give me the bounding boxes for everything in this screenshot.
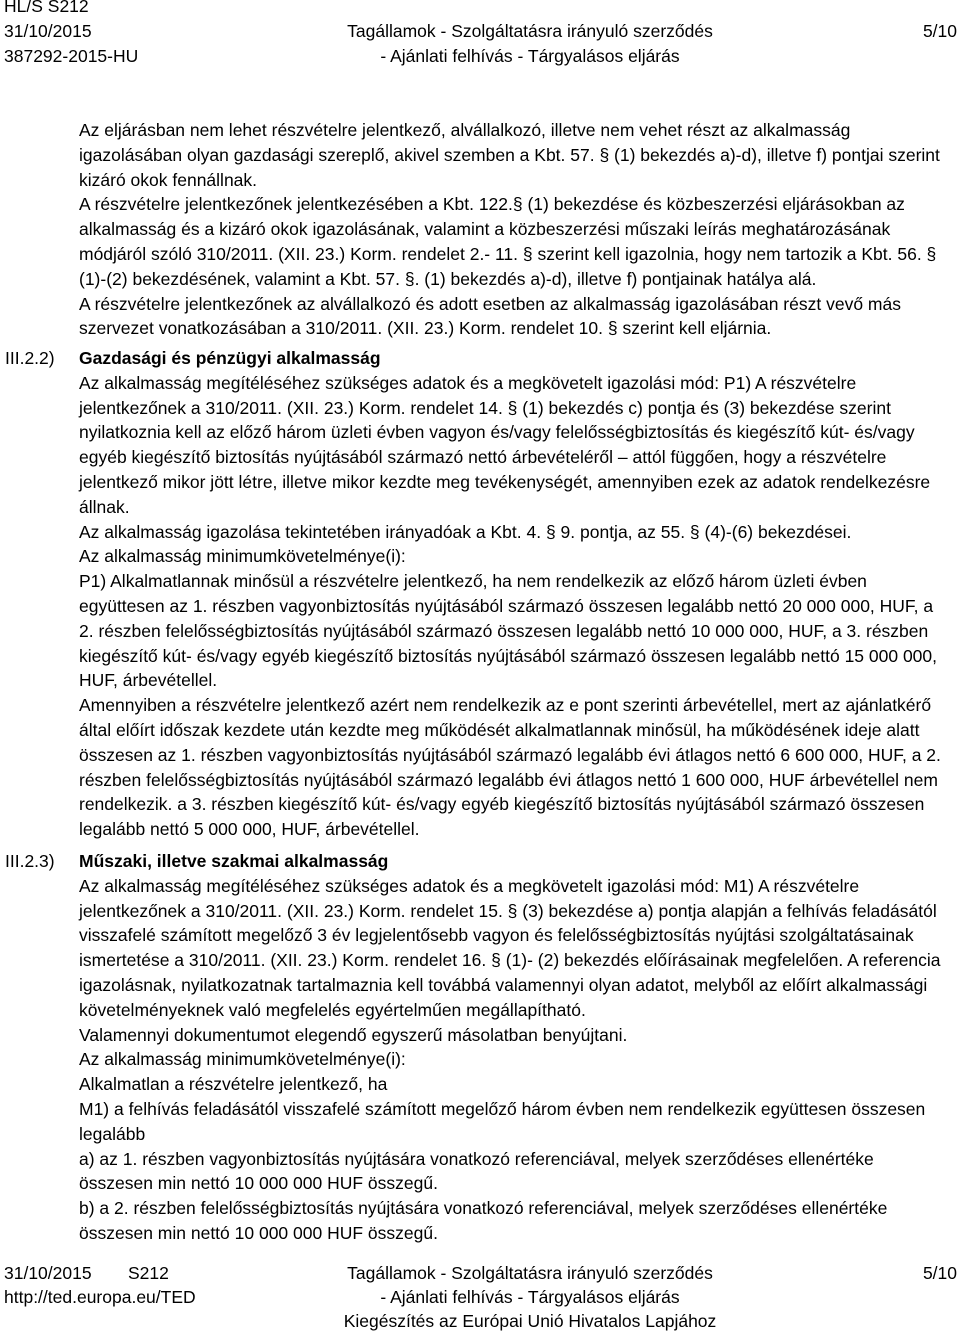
text-line: Alkalmatlan a részvételre jelentkező, ha <box>79 1074 388 1095</box>
text-line: kizáró okok fennállnak. <box>79 169 258 190</box>
text-line: összesen min nettó 10 000 000 HUF összegű. <box>79 1222 438 1243</box>
page-number: 5/10 <box>922 21 957 41</box>
paragraph <box>79 1097 957 1147</box>
section-economic-financial <box>79 346 957 842</box>
header-subtitle: - Ajánlati felhívás - Tárgyalásos eljárás <box>380 46 680 66</box>
text-line: igazolásnak, nyilatkozatnak tartalmaznia kell továbbá valamennyi olyan adatot, melyből az előírt alkalmassági <box>79 974 928 995</box>
text-line: A részvételre jelentkezőnek az alvállalkozó és adott esetben az alkalmasság igazolásában részt vevő más <box>79 293 901 314</box>
text-line: nyilatkoznia kell az előző három üzleti évben vagyon és/vagy felelősségbiztosítás és kiegészítő kút- és/vagy <box>79 422 915 443</box>
section-technical-professional <box>79 849 957 1246</box>
paragraph <box>79 192 957 291</box>
text-line: 2. részben felelősségbiztosítás nyújtásából származó összesen legalább nettó 10 000 000, HUF, a 3. részben <box>79 620 929 641</box>
text-line: P1) Alkalmatlannak minősül a részvételre jelentkező, ha nem rendelkezik az előző három üzleti évben <box>79 571 867 592</box>
text-line: szervezet vonatkozásában a 310/2011. (XII. 23.) Korm. rendelet 10. § szerint kell eljárnia. <box>79 318 772 339</box>
text-line: kiegészítő kút- és/vagy egyéb kiegészítő biztosítás nyújtásából származó összesen legalább nettó 15 000 000, <box>79 645 938 666</box>
footer-title: Tagállamok - Szolgáltatásra irányuló szerződés <box>347 1263 713 1283</box>
text-line: b) a 2. részben felelősségbiztosítás nyújtására vonatkozó referenciával, melyek szerződéses ellenértéke <box>79 1198 888 1219</box>
text-line: (1)-(2) bekezdésének, valamint a Kbt. 57. §. (1) bekezdés a)-d), illetve f) pontjainak hatálya alá. <box>79 268 817 289</box>
text-line: módjáról szóló 310/2011. (XII. 23.) Korm. rendelet 2.- 11. § szerint kell igazolnia, hogy nem tartozik a Kbt. 56. § <box>79 243 937 264</box>
paragraph <box>79 544 957 569</box>
header-center <box>302 19 758 69</box>
paragraph <box>79 693 957 842</box>
text-line: legalább nettó 5 000 000, HUF, árbevétellel. <box>79 819 420 840</box>
footer-subtitle: - Ajánlati felhívás - Tárgyalásos eljárás <box>380 1286 680 1307</box>
footer-page-number: 5/10 <box>922 1263 957 1283</box>
text-line: Az alkalmasság minimumkövetelménye(i): <box>79 546 406 567</box>
text-line: legalább <box>79 1123 146 1144</box>
text-line: visszafelé számított megelőző 3 év legjelentősebb vagyon és felelősségbiztosítás nyújtási szolgáltatásainak <box>79 925 914 946</box>
paragraph <box>79 1196 957 1246</box>
text-line: Az alkalmasság igazolása tekintetében irányadóak a Kbt. 4. § 9. pontja, az 55. § (4)-(6) bekezdései. <box>79 521 852 542</box>
text-line: alkalmasság és a kizáró okok igazolásának, valamint a közbeszerzési műszaki leírás meghatározásának <box>79 219 891 240</box>
section-number: III.2.3) <box>5 851 55 871</box>
text-line: M1) a felhívás feladásától visszafelé számított megelőző három évben nem rendelkezik együttesen összesen <box>79 1098 926 1119</box>
text-line: együttesen az 1. részben vagyonbiztosítás nyújtásából származó összesen legalább nettó 20 000 000, HUF, a <box>79 595 934 616</box>
paragraph <box>79 874 957 1023</box>
text-line: jelentkezőnek a 310/2011. (XII. 23.) Korm. rendelet 14. § (1) bekezdés c) pontja és (3) bekezdése szerint <box>79 397 891 418</box>
text-line: részben felelősségbiztosítás nyújtásából származó legalább évi átlagos nettó 1 600 000, HUF árbevétellel nem <box>79 769 938 790</box>
paragraph <box>79 520 957 545</box>
document-number: 387292-2015-HU <box>4 46 139 66</box>
paragraph <box>79 1023 957 1048</box>
paragraph <box>79 1147 957 1197</box>
text-line: HUF, árbevétellel. <box>79 670 218 691</box>
text-line: Az alkalmasság minimumkövetelménye(i): <box>79 1049 406 1070</box>
text-line: ismertetése a 310/2011. (XII. 23.) Korm. rendelet 16. § (1)- (2) bekezdés előírásainak megfelelően. A referencia <box>79 950 941 971</box>
footer-url: http://ted.europa.eu/TED <box>4 1286 196 1307</box>
text-line: követelményeknek való megfelelés egyértelműen megállapítható. <box>79 999 586 1020</box>
text-line: Amennyiben a részvételre jelentkező azért nem rendelkezik az e pont szerinti árbevétellel, mert az ajánlatkérő <box>79 695 932 716</box>
header-title: Tagállamok - Szolgáltatásra irányuló szerződés <box>347 21 713 41</box>
text-line: Az alkalmasság megítéléséhez szükséges adatok és a megkövetelt igazolási mód: M1) A részvételre <box>79 875 860 896</box>
footer-issue: S212 <box>128 1263 169 1283</box>
text-line: Az alkalmasság megítéléséhez szükséges adatok és a megkövetelt igazolási mód: P1) A részvételre <box>79 372 857 393</box>
text-line: összesen min nettó 10 000 000 HUF összegű. <box>79 1173 438 1194</box>
text-line: Az eljárásban nem lehet részvételre jelentkező, alvállalkozó, illetve nem vehet részt az alkalmasság <box>79 120 851 140</box>
intro-text <box>79 118 957 341</box>
text-line: állnak. <box>79 496 130 517</box>
publication-date: 31/10/2015 <box>4 21 92 41</box>
text-line: igazolásában olyan gazdasági szereplő, akivel szemben a Kbt. 57. § (1) bekezdés a)-d), illetve f) pontjai szerint <box>79 144 940 165</box>
journal-reference: HL/S S212 <box>4 0 89 16</box>
text-line: rendelkezik. a 3. részben kiegészítő kút- és/vagy egyéb kiegészítő biztosítás nyújtásából származó összesen <box>79 794 925 815</box>
text-line: egyéb kiegészítő biztosítás nyújtásából származó nettó árbevételéről – attól függően, hogy a részvételre <box>79 447 887 468</box>
section-number: III.2.2) <box>5 348 55 368</box>
text-line: Valamennyi dokumentumot elegendő egyszerű másolatban benyújtani. <box>79 1024 628 1045</box>
footer-supplement: Kiegészítés az Európai Unió Hivatalos Lapjához <box>343 1310 717 1331</box>
section-heading: Műszaki, illetve szakmai alkalmasság <box>79 851 389 871</box>
text-line: A részvételre jelentkezőnek jelentkezésében a Kbt. 122.§ (1) bekezdése és közbeszerzési eljárásokban az <box>79 194 905 215</box>
footer-center <box>302 1262 758 1333</box>
text-line: jelentkezőnek a 310/2011. (XII. 23.) Korm. rendelet 15. § (3) bekezdése a) pontja alapján a felhívás feladásától <box>79 900 937 921</box>
text-line: jelentkező mikor jött létre, illetve mikor kezdte meg tevékenységét, amennyiben ezek az adatok rendelkezésre <box>79 471 931 492</box>
footer-date: 31/10/2015 <box>4 1263 92 1283</box>
paragraph <box>79 569 957 693</box>
header-left <box>4 0 138 69</box>
section-heading: Gazdasági és pénzügyi alkalmasság <box>79 348 381 368</box>
paragraph <box>79 292 957 342</box>
footer-date-row <box>4 1262 264 1286</box>
footer-left <box>4 1262 264 1310</box>
paragraph <box>79 371 957 520</box>
footer-right <box>923 1262 957 1286</box>
header-right <box>923 19 957 44</box>
paragraph <box>79 118 957 192</box>
text-line: a) az 1. részben vagyonbiztosítás nyújtására vonatkozó referenciával, melyek szerződéses ellenértéke <box>79 1148 874 1169</box>
text-line: összesen az 1. részben vagyonbiztosítás nyújtásából származó legalább évi átlagos nettó 6 600 000, HUF, a 2. <box>79 744 941 765</box>
paragraph <box>79 1047 957 1072</box>
text-line: által előírt időszak kezdete után kezdte meg működését alkalmatlannak minősül, ha működésének ideje alatt <box>79 719 920 740</box>
paragraph <box>79 1072 957 1097</box>
